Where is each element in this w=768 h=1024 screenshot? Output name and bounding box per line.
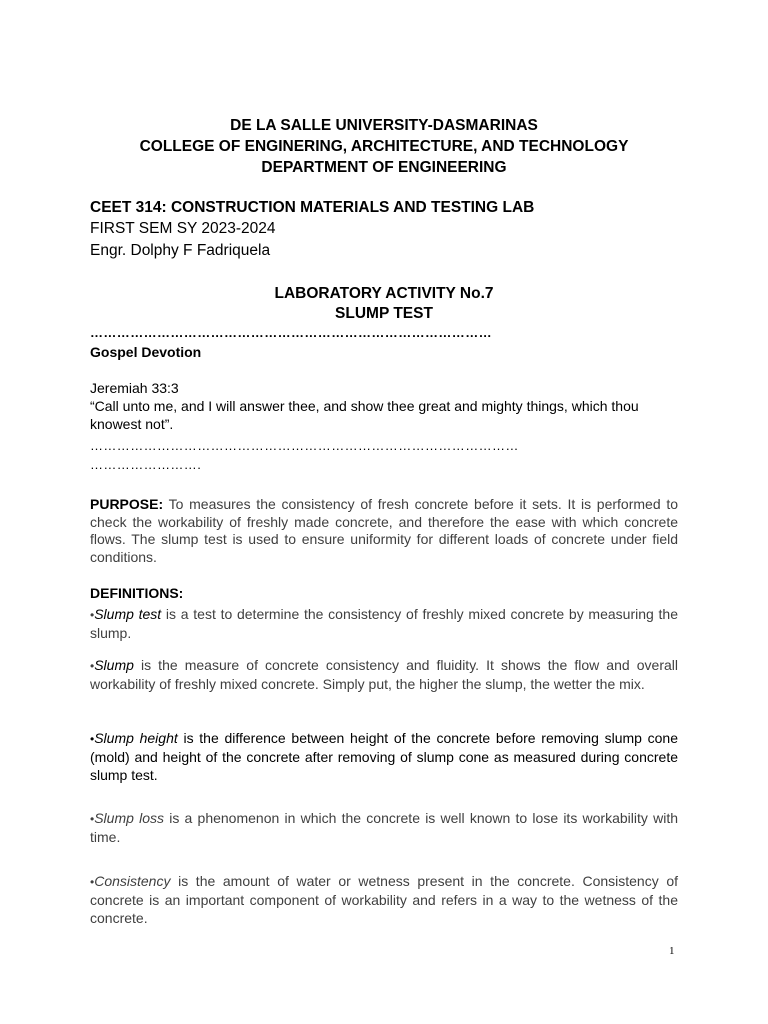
bullet-icon: • bbox=[90, 875, 95, 889]
definition-slump-height bbox=[90, 729, 678, 784]
definition-text: is the difference between height of the concrete before removing slump cone (mold) and height of the concrete after removing of slump cone as measured during concrete slump test. bbox=[90, 730, 678, 783]
definition-term: Slump loss bbox=[94, 810, 164, 826]
page-number: 1 bbox=[669, 945, 675, 957]
definition-text: is a phenomenon in which the concrete is well known to lose its workability with time. bbox=[90, 810, 678, 845]
definition-slump-test bbox=[90, 605, 678, 642]
purpose-text: To measures the consistency of fresh concrete before it sets. It is performed to check the workability of freshly made concrete, and therefore the ease with which concrete flows. The slump test is used to ensure uniformity for different loads of concrete under field conditions. bbox=[90, 496, 679, 565]
devotion-reference: Jeremiah 33:3 bbox=[90, 380, 179, 396]
instructor: Engr. Dolphy F Fadriquela bbox=[90, 242, 271, 259]
devotion-dots-line1: …………………………………………………………………………………… bbox=[90, 438, 519, 453]
semester: FIRST SEM SY 2023-2024 bbox=[90, 220, 276, 237]
activity-title: SLUMP TEST bbox=[335, 305, 433, 322]
bullet-icon: • bbox=[90, 812, 95, 826]
definition-text: is the amount of water or wetness present in the concrete. Consistency of concrete is an important component of workability and refers in a way to the wetness of the concrete. bbox=[90, 873, 678, 926]
devotion-dots-line2: ……………………. bbox=[90, 457, 202, 472]
definition-consistency bbox=[90, 872, 678, 927]
course-title: CEET 314: CONSTRUCTION MATERIALS AND TESTING LAB bbox=[90, 199, 535, 216]
department-name: DEPARTMENT OF ENGINEERING bbox=[261, 159, 507, 176]
definition-term: Slump bbox=[94, 657, 134, 673]
bullet-icon: • bbox=[90, 732, 95, 746]
definition-text: is the measure of concrete consistency and fluidity. It shows the flow and overall workability of freshly mixed concrete. Simply put, the higher the slump, the wetter the mix. bbox=[90, 657, 678, 692]
definition-text: is a test to determine the consistency of freshly mixed concrete by measuring the slump. bbox=[90, 606, 678, 641]
definition-term: Consistency bbox=[94, 873, 171, 889]
purpose-label: PURPOSE: bbox=[90, 496, 164, 512]
devotion-verse: “Call unto me, and I will answer thee, and show thee great and mighty things, which thou knowest not”. bbox=[90, 398, 639, 432]
bullet-icon: • bbox=[90, 608, 95, 622]
divider-top: ……………………………………………………………………………… bbox=[90, 325, 492, 340]
definition-term: Slump test bbox=[94, 606, 162, 622]
university-name: DE LA SALLE UNIVERSITY-DASMARINAS bbox=[230, 117, 538, 134]
definition-term: Slump height bbox=[94, 730, 178, 746]
devotion-heading: Gospel Devotion bbox=[90, 344, 202, 360]
definitions-heading: DEFINITIONS: bbox=[90, 585, 184, 601]
college-name: COLLEGE OF ENGINERING, ARCHITECTURE, AND TECHNOLOGY bbox=[139, 138, 629, 155]
purpose-paragraph bbox=[90, 496, 678, 566]
definition-slump bbox=[90, 656, 678, 693]
definition-slump-loss bbox=[90, 809, 678, 846]
activity-number: LABORATORY ACTIVITY No.7 bbox=[274, 285, 494, 302]
bullet-icon: • bbox=[90, 659, 95, 673]
